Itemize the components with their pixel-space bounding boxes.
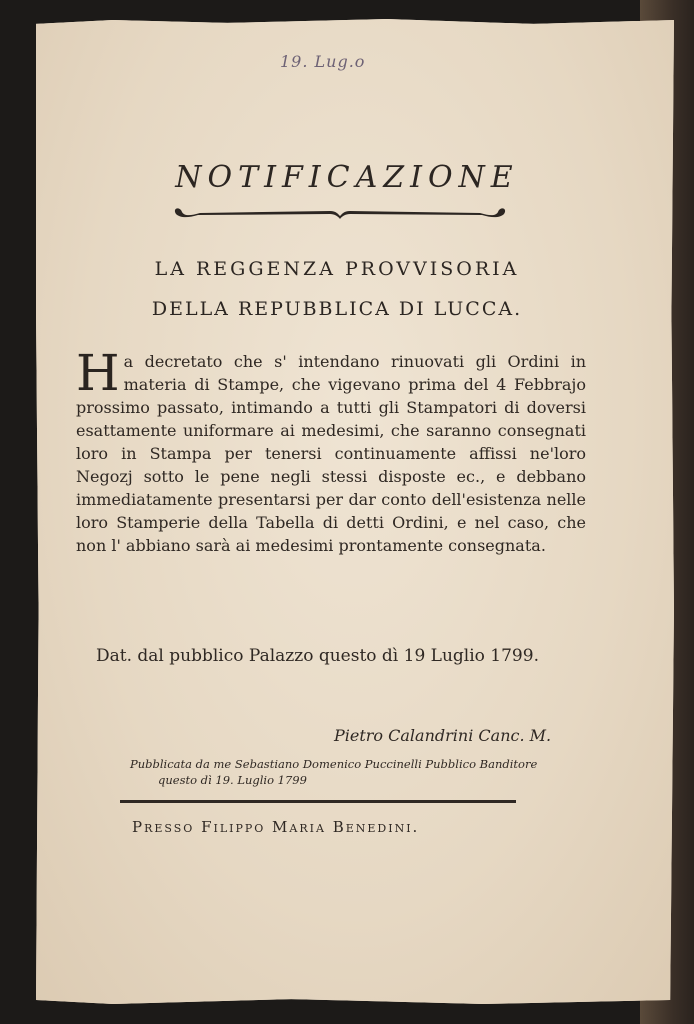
publication-note-line1: Pubblicata da me Sebastiano Domenico Puccinelli Pubblico Banditore (130, 757, 538, 771)
publication-note-line2: questo dì 19. Luglio 1799 (158, 773, 307, 787)
drop-cap: H (76, 344, 120, 402)
horizontal-rule (120, 800, 516, 803)
publication-note (130, 756, 580, 788)
decree-body (76, 344, 586, 557)
ornament-divider-icon (170, 204, 510, 226)
decree-text: a decretato che s' intendano rinuovati gli Ordini in materia di Stampe, che vigevano prima del 4 Febbrajo prossimo passato, intimando a tutti gli Stampatori di doversi esattamente uniformare ai medesimi, che saranno consegnati loro in Stampa per tenersi continuamente affissi ne'loro Negozj sotto le pene negli stessi disposte ec., e debbano immediatamente presentarsi per dar conto dell'esistenza nelle loro Stamperie della Tabella di detti Ordini, e nel caso, che non l' abbiano sarà ai medesimi prontamente consegnata. (76, 352, 586, 555)
signature-line: Pietro Calandrini Canc. M. (334, 726, 552, 745)
issuer-heading-line1: LA REGGENZA PROVVISORIA (154, 258, 520, 280)
document-title: NOTIFICAZIONE (175, 160, 519, 195)
pencil-annotation: 19. Lug.o (280, 52, 366, 71)
printer-imprint: Presso Filippo Maria Benedini. (132, 818, 420, 836)
dateline: Dat. dal pubblico Palazzo questo dì 19 Luglio 1799. (96, 646, 539, 666)
issuer-heading-line2: DELLA REPUBBLICA DI LUCCA. (151, 298, 523, 320)
